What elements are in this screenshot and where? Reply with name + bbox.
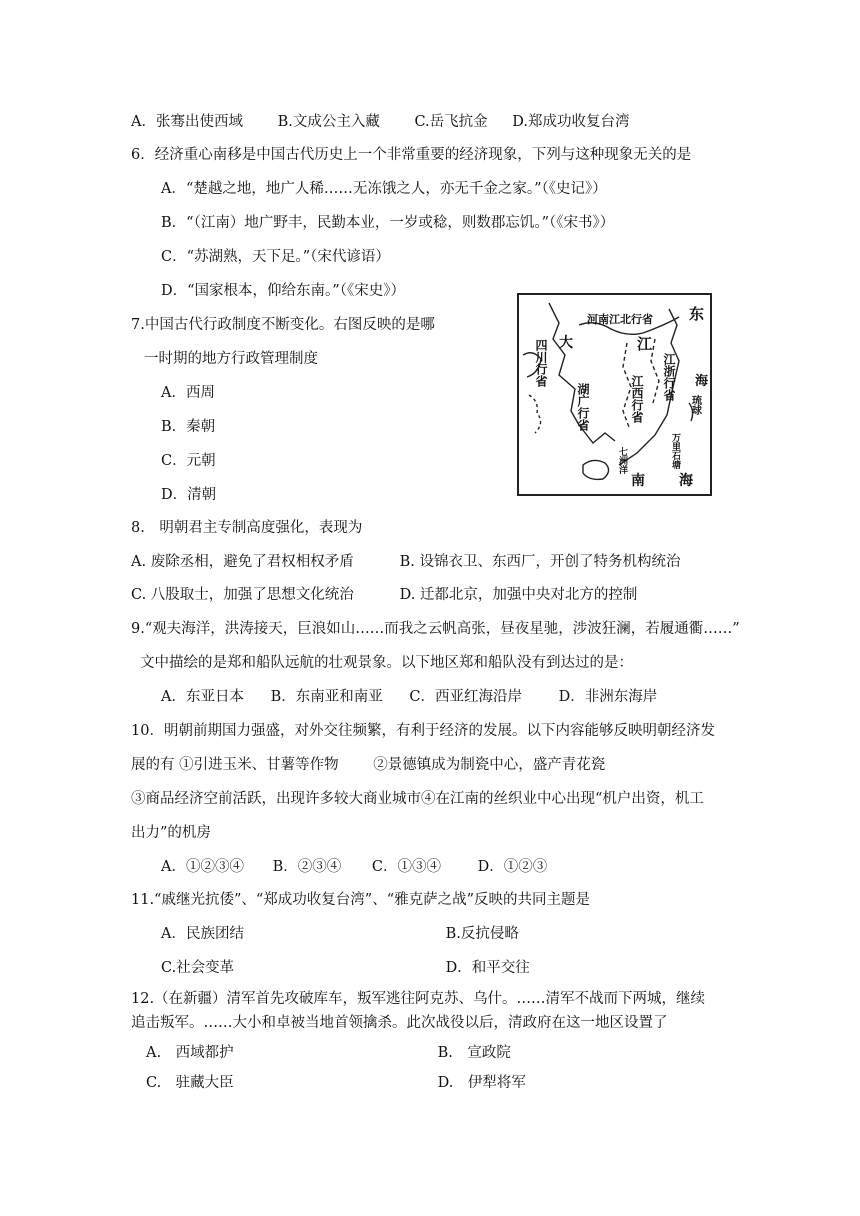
map-label-sichuan: 四川行省: [534, 339, 548, 387]
q8-option-d: D. 迁都北京，加强中央对北方的控制: [399, 587, 638, 603]
q10-stem-item1: 展的有 ①引进玉米、甘薯等作物: [131, 757, 339, 773]
map-label-hai-south: 海: [679, 473, 693, 489]
q10-option-b: B．②③④: [272, 859, 342, 875]
q12-stem-line2: 追击叛军。……大小和卓被当地首领擒杀。此次战役以后，清政府在这一地区设置了: [131, 1015, 668, 1031]
q6-option-c: C．“苏湖熟，天下足。”（宋代谚语）: [161, 249, 390, 265]
q12-stem-line1: 12.（在新疆）清军首先攻破库车，叛军逃往阿克苏、乌什。……清军不战而下两城，继续: [131, 991, 706, 1007]
q9-option-a: A．东亚日本: [161, 689, 244, 705]
q12-option-a: A. 西域都护: [146, 1045, 234, 1061]
q9-option-b: B．东南亚和南亚: [270, 689, 383, 705]
q10-option-d: D．①②③: [477, 859, 548, 875]
q6-stem: 6．经济重心南移是中国古代历史上一个非常重要的经济现象，下列与这种现象无关的是: [131, 147, 692, 163]
q11-option-a: A．民族团结: [161, 926, 244, 942]
q11-option-b: B.反抗侵略: [445, 926, 519, 942]
map-label-da: 大: [559, 335, 573, 351]
q10-stem-line2: [131, 755, 605, 775]
map-label-henan: 河南江北行省: [587, 313, 653, 326]
map-label-huguang: 湖广行省: [576, 383, 590, 431]
q9-option-d: D．非洲东海岸: [558, 689, 658, 705]
map-label-liuqiu: 琉球: [689, 395, 701, 415]
q9-option-c: C．西亚红海沿岸: [409, 689, 522, 705]
map-label-jiang: 江: [637, 335, 653, 353]
map-label-dong: 东: [689, 305, 705, 323]
q7-option-c: C．元朝: [161, 453, 216, 469]
q10-stem-line1: 10．明朝前期国力强盛，对外交往频繁，有利于经济的发展。以下内容能够反映明朝经济发: [131, 723, 715, 739]
q6-option-d: D．“国家根本，仰给东南。”（《宋史》）: [161, 283, 405, 299]
q12-options-row1: [146, 1043, 511, 1063]
map-label-wanli: 万里石塘: [670, 433, 680, 469]
q10-option-a: A．①②③④: [161, 859, 244, 875]
q8-option-b: B. 设锦衣卫、东西厂，开创了特务机构统治: [399, 554, 681, 570]
q7-stem-line1: 7.中国古代行政制度不断变化。右图反映的是哪: [131, 317, 435, 333]
hainan-island: [583, 460, 609, 479]
q8-option-c: C. 八股取士，加强了思想文化统治: [131, 587, 354, 603]
q11-options-row1: [161, 924, 519, 944]
q8-option-a: A. 废除丞相，避免了君权相权矛盾: [131, 554, 354, 570]
q7-option-a: A．西周: [161, 385, 215, 401]
q10-stem-item2: ②景德镇成为制瓷中心，盛产青花瓷: [373, 757, 606, 773]
q11-option-c: C.社会变革: [161, 960, 235, 976]
q5-option-c: C.岳飞抗金: [414, 114, 488, 130]
q9-options-row: [161, 687, 657, 707]
q10-stem-line4: 出力”的机房: [131, 825, 211, 841]
q7-option-b: B．秦朝: [161, 419, 216, 435]
map-label-hai-east: 海: [695, 374, 709, 389]
q10-option-c: C．①③④: [371, 859, 441, 875]
map-label-jiangxi: 江西行省: [630, 375, 644, 423]
q8-options-row2: [131, 585, 637, 605]
map-label-nan: 南: [631, 473, 645, 489]
q5-option-d: D.郑成功收复台湾: [512, 114, 630, 130]
q11-options-row2: [161, 958, 530, 978]
q10-stem-line3: ③商品经济空前活跃，出现许多较大商业城市④在江南的丝织业中心出现“机户出资，机工: [131, 791, 704, 807]
q7-stem-line2: 一时期的地方行政管理制度: [144, 351, 318, 367]
border-dashed-west: [529, 395, 541, 433]
q5-options-row: [131, 112, 629, 132]
province-border-east: [651, 339, 659, 403]
q12-option-b: B. 宣政院: [437, 1045, 511, 1061]
map-label-qizhou: 七洲洋: [617, 447, 627, 474]
q9-stem-line1: 9.“观夫海洋，洪涛接天，巨浪如山……而我之云帆高张，昼夜星驰，涉波狂澜，若履通衢……”: [131, 621, 740, 637]
q11-option-d: D．和平交往: [445, 960, 530, 976]
q5-option-b: B.文成公主入藏: [277, 114, 380, 130]
q12-option-d: D. 伊犁将军: [437, 1075, 526, 1091]
yuan-provinces-map: [517, 293, 712, 496]
q7-option-d: D．清朝: [161, 487, 217, 503]
q10-options-row: [161, 857, 547, 877]
map-label-jiangzhe: 江浙行省: [662, 353, 676, 401]
q6-option-b: B．“（江南）地广野丰，民勤本业，一岁或稔，则数郡忘饥。”（《宋书》）: [161, 215, 615, 231]
q11-stem: 11.“戚继光抗倭”、“郑成功收复台湾”、“雅克萨之战”反映的共同主题是: [131, 892, 591, 908]
q12-options-row2: [146, 1073, 526, 1093]
q8-options-row1: [131, 552, 680, 572]
map-drawing: [519, 295, 710, 494]
q8-stem: 8. 明朝君主专制高度强化，表现为: [131, 520, 363, 536]
q12-option-c: C. 驻藏大臣: [146, 1075, 234, 1091]
q6-option-a: A．“楚越之地，地广人稀……无冻饿之人，亦无千金之家。”（《史记》）: [161, 181, 607, 197]
q5-option-a: A．张骞出使西域: [131, 114, 243, 130]
q9-stem-line2: 文中描绘的是郑和船队远航的壮观景象。以下地区郑和船队没有到达过的是：: [140, 655, 633, 671]
